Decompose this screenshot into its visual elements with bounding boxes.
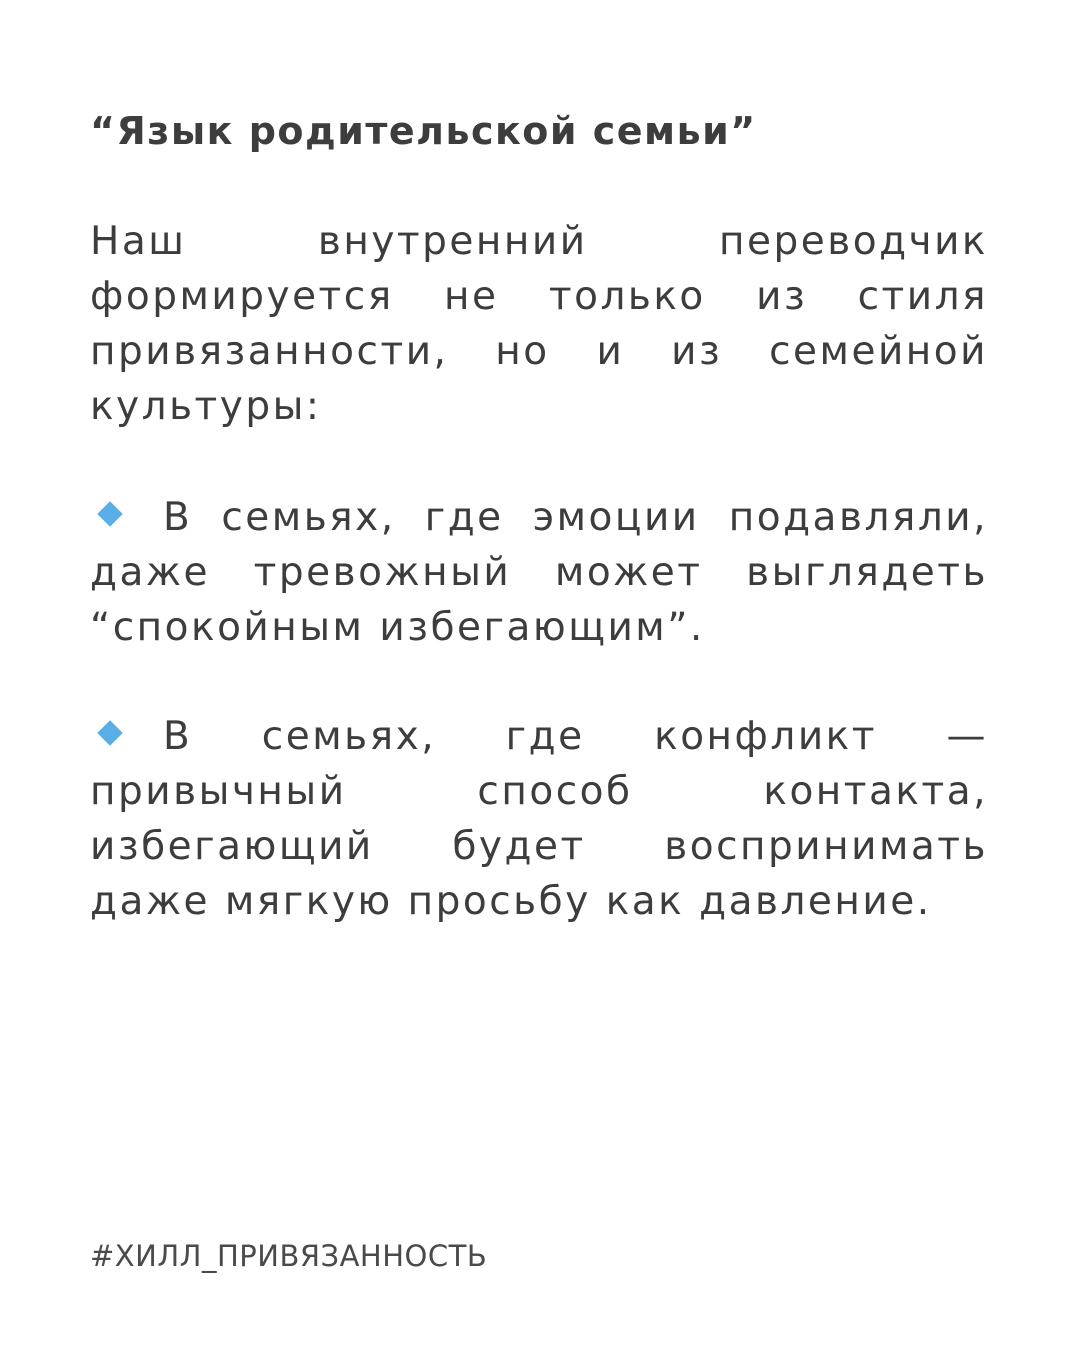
bullet-item-1: [90, 490, 988, 655]
intro-paragraph: Наш внутренний переводчик формируется не только из стиля привязанности, но и из семейной культуры:: [90, 219, 988, 429]
bullet-text-2: В семьях, где конфликт — привычный способ контакта, избегающий будет воспринимать даже мягкую просьбу как давление.: [90, 714, 988, 924]
blue-diamond-icon: [97, 501, 122, 526]
bullet-item-2: [90, 709, 988, 929]
blue-diamond-icon: [97, 720, 122, 745]
hashtag-label: #ХИЛЛ_ПРИВЯЗАННОСТЬ: [90, 1239, 488, 1273]
page-title: “Язык родительской семьи”: [90, 109, 757, 153]
bullet-text-1: В семьях, где эмоции подавляли, даже тревожный может выглядеть “спокойным избегающим”.: [90, 495, 988, 650]
